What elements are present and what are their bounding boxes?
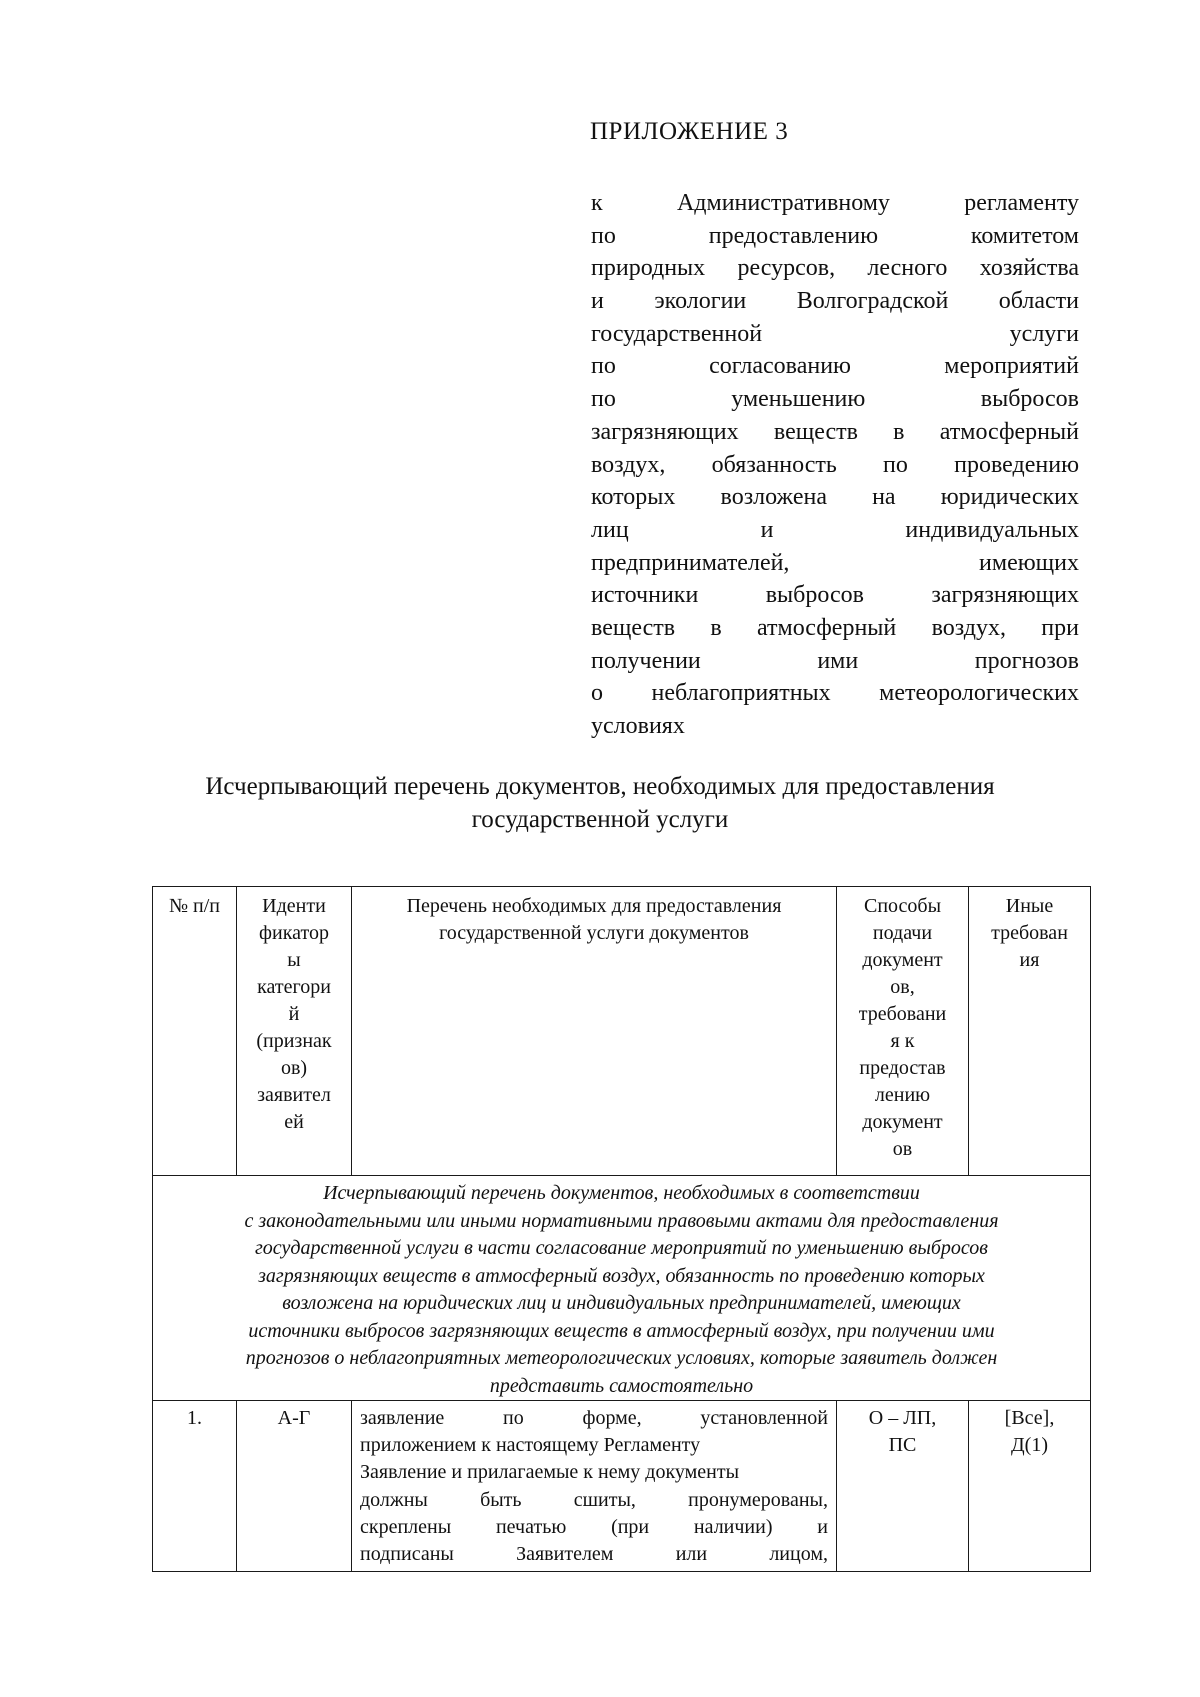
section-line: загрязняющих веществ в атмосферный воздух, обязанность по проведению которых — [258, 1264, 985, 1287]
header-other — [969, 887, 1091, 1176]
header-text: ы — [287, 949, 301, 971]
row-document-line: скреплены печатью (при наличии) и — [360, 1515, 828, 1538]
header-text: й — [288, 1003, 300, 1025]
section-line: прогнозов о неблагоприятных метеорологических условиях, которые заявитель должен — [245, 1347, 998, 1369]
row-methods — [837, 1401, 969, 1572]
row-other-line: Д(1) — [1011, 1434, 1048, 1456]
header-text: требован — [991, 922, 1068, 944]
header-text: ов) — [280, 1057, 308, 1079]
header-methods — [837, 887, 969, 1176]
appendix-line: источники выбросов загрязняющих — [591, 582, 1079, 609]
header-text: ия — [1019, 949, 1040, 971]
appendix-line: по уменьшению выбросов — [591, 386, 1079, 413]
header-text: документ — [862, 949, 943, 971]
header-text: ов, — [890, 976, 915, 998]
appendix-line: загрязняющих веществ в атмосферный — [591, 418, 1079, 445]
row-document-line: подписаны Заявителем или лицом, — [360, 1542, 828, 1565]
header-text: государственной услуги документов — [439, 922, 749, 944]
table-row — [153, 1401, 1091, 1572]
header-text: заявител — [257, 1084, 331, 1106]
row-identifier: А-Г — [237, 1401, 352, 1572]
appendix-title: ПРИЛОЖЕНИЕ 3 — [590, 118, 789, 145]
appendix-line: по согласованию мероприятий — [591, 353, 1079, 380]
section-line: представить самостоятельно — [489, 1374, 754, 1397]
appendix-line: предпринимателей, имеющих — [591, 549, 1079, 576]
header-text: ей — [284, 1111, 304, 1133]
document-title — [130, 770, 1070, 836]
section-line: Исчерпывающий перечень документов, необходимых в соответствии — [323, 1182, 920, 1204]
header-num — [153, 887, 237, 1176]
row-document-line: приложением к настоящему Регламенту — [360, 1434, 701, 1457]
appendix-line: веществ в атмосферный воздух, при — [591, 614, 1079, 641]
header-text: Иденти — [262, 895, 326, 917]
header-text: категори — [257, 976, 331, 998]
appendix-line: о неблагоприятных метеорологических — [591, 680, 1079, 707]
appendix-line: воздух, обязанность по проведению — [591, 451, 1079, 478]
appendix-line: государственной услуги — [591, 320, 1079, 347]
documents-table — [152, 886, 1091, 1572]
header-text: требовани — [858, 1003, 947, 1025]
header-text: № п/п — [168, 895, 221, 917]
header-text: ов — [892, 1138, 913, 1160]
row-method-line: ПС — [888, 1434, 917, 1456]
header-text: Иные — [1005, 895, 1054, 917]
header-text: Перечень необходимых для предоставления — [406, 895, 782, 917]
row-document-line: Заявление и прилагаемые к нему документы — [360, 1461, 740, 1484]
header-identifiers — [237, 887, 352, 1176]
table-section-row — [153, 1176, 1091, 1401]
table-header-row — [153, 887, 1091, 1176]
appendix-reference — [591, 187, 1079, 743]
row-documents — [352, 1401, 837, 1572]
header-text: подачи — [872, 922, 933, 944]
section-line: источники выбросов загрязняющих веществ в атмосферный воздух, при получении ими — [248, 1319, 995, 1342]
row-other-line: [Все], — [1004, 1407, 1055, 1429]
header-text: лению — [874, 1084, 931, 1106]
header-text: предостав — [859, 1057, 946, 1079]
appendix-line: которых возложена на юридических — [591, 484, 1079, 511]
row-document-line: заявление по форме, установленной — [360, 1407, 828, 1429]
header-text: фикатор — [259, 922, 329, 944]
section-line: с законодательными или иными нормативными правовыми актами для предоставления — [244, 1209, 999, 1232]
row-document-line: должны быть сшиты, пронумерованы, — [360, 1488, 828, 1511]
appendix-line: получении ими прогнозов — [591, 647, 1079, 674]
row-num: 1. — [153, 1401, 237, 1572]
section-line: возложена на юридических лиц и индивидуальных предпринимателей, имеющих — [282, 1292, 961, 1314]
appendix-line: условиях — [591, 713, 685, 739]
header-text: я к — [890, 1030, 915, 1052]
appendix-line: к Административному регламенту — [591, 190, 1079, 216]
appendix-line: лиц и индивидуальных — [591, 516, 1079, 543]
section-heading — [153, 1176, 1091, 1401]
row-method-line: О – ЛП, — [868, 1407, 937, 1429]
header-text: (признак — [256, 1030, 332, 1052]
appendix-line: по предоставлению комитетом — [591, 222, 1079, 249]
header-text: документ — [862, 1111, 943, 1133]
appendix-line: и экологии Волгоградской области — [591, 288, 1079, 315]
appendix-line: природных ресурсов, лесного хозяйства — [591, 255, 1079, 282]
section-line: государственной услуги в части согласование мероприятий по уменьшению выбросов — [254, 1237, 988, 1259]
document-title-line: государственной услуги — [471, 806, 729, 833]
header-documents — [352, 887, 837, 1176]
document-title-line: Исчерпывающий перечень документов, необходимых для предоставления — [205, 773, 995, 800]
header-text: Способы — [863, 895, 942, 917]
row-other — [969, 1401, 1091, 1572]
